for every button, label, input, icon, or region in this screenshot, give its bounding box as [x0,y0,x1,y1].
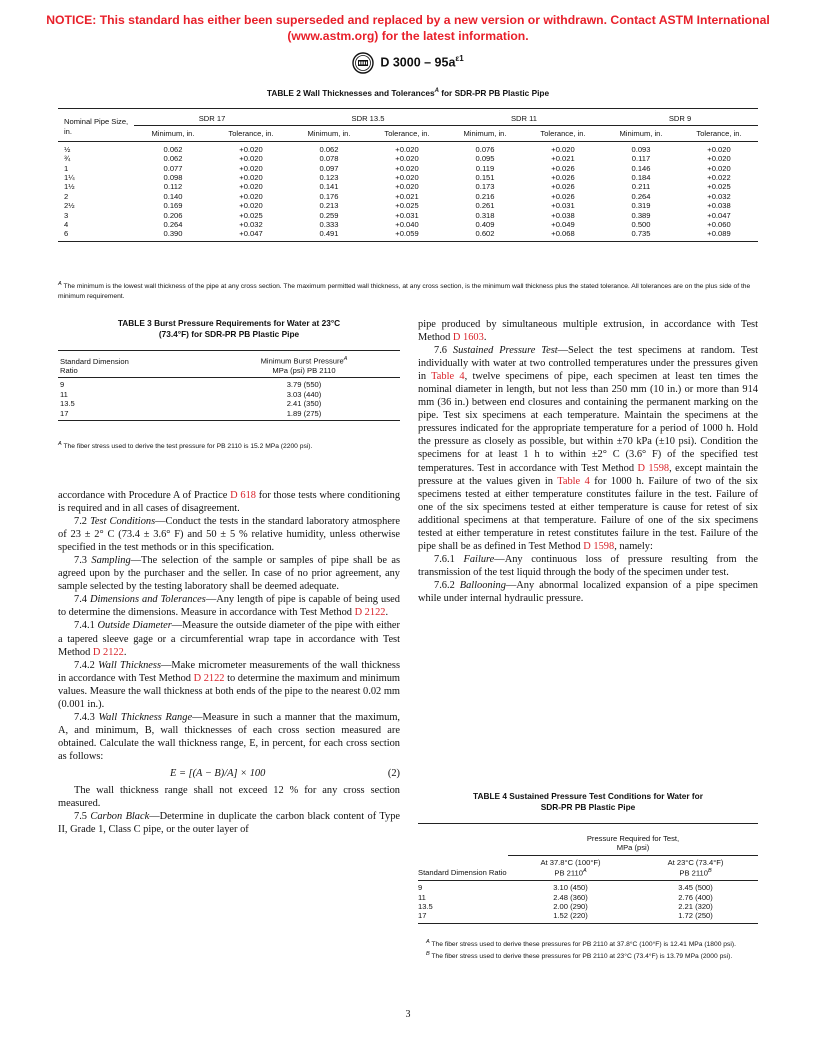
table-cell: 0.333 [319,220,339,230]
paragraph: 7.6.1 Failure—Any continuous loss of pressure resulting from the transmission of the test liquid through the body of the specimen under test. [418,553,758,578]
table-row-label: ¾ [64,154,71,164]
table-cell: 2.41 (350) [286,399,322,409]
table-cell: 0.141 [319,182,339,192]
table-cell: +0.020 [551,144,575,154]
table-cell: 0.112 [163,182,183,192]
ref-link[interactable]: D 2122 [354,607,386,619]
table-row-label: 6 [58,229,134,241]
table-cell: +0.026 [551,173,575,183]
table-cell: 0.078 [319,154,339,164]
paragraph: 7.3 Sampling—The selection of the sample or samples of pipe shall be as agreed upon by the purchaser and the seller. In case of no prior agreement, any sample selected by the testing laboratory shall be deemed adequate. [58,555,401,593]
table-cell: +0.059 [368,229,446,241]
table-cell: 0.140 [163,191,183,201]
paragraph: 7.6.2 Ballooning—Any abnormal localized expansion of a pipe specimen while under internal hydraulic pressure. [418,579,758,604]
table4-footnote-b: $^B$ The fiber stress used to derive these pressures for PB 2110 at 23°C (73.4°F) is 13.79 MPa (2000 psi). [426,950,733,960]
table3-row [58,399,400,408]
table4-caption: TABLE 4 Sustained Pressure Test Conditions for Water for SDR-PR PB Plastic Pipe [473,791,703,812]
right-column-text [418,318,758,605]
table-cell: 0.318 [475,210,495,220]
table-row-label: 9 [418,883,423,893]
table-cell: 0.151 [475,173,495,183]
designation-sup: ε1 [455,54,464,64]
ref-link[interactable]: D 618 [230,490,256,501]
table4-row [418,911,758,923]
table-cell: 0.117 [631,154,651,164]
paragraph: 7.6 Sustained Pressure Test—Select the test specimens at random. Test individually with water at two controlled temperatures under the pressures given in Table 4, twelve specimens of pipe, each specimen at least ten times the nominal diameter in length, but not less than 250 mm (10 in.) or more than 914 mm (36 in.) between end closures and containing the permanent marking on the pipe. Test six specimens at each temperature. Maintain the specimens at the pressures indicated for the appropriate temperature for a period of 1000 h. Hold the pressure as closely as possible, but within ±70 kPa (±10 psi). Condition the specimens for at least 1 h to within ±2° C (3.6° F) of the specified test temperatures. Test in accordance with Test Method D 1598, except maintain the pressure at the values given in Table 4 for 1000 h. Failure of two of the six specimens tested at either temperature constitutes failure in the test. Failure of one of the six specimens tested at either temperature is cause for retest of six additional specimens at that temperature. Failure of one of the six specimens tested at either temperature in retest constitutes failure in the test. Failure of the pipe shall be as defined in Test Method D 1598, namely: [418,345,758,552]
table-row-label: ½ [64,144,71,154]
table2-group-header: SDR 11 [446,109,602,126]
table-cell: +0.047 [212,229,290,241]
table-cell: 0.169 [163,201,183,211]
table-cell: 0.264 [163,220,183,230]
table4-row [418,893,758,902]
table-cell: 0.319 [631,201,651,211]
table-cell: +0.032 [707,191,731,201]
table-cell: 2.21 (320) [678,901,713,911]
ref-link[interactable]: Table 4 [557,475,590,487]
table2-group-header: SDR 17 [134,109,290,126]
table4-col-23c-header: At 23°C (73.4°F) PB $2110^B$ [633,855,758,880]
table-cell: 0.176 [319,191,339,201]
table-cell: 0.062 [163,144,183,154]
table4-footnotes [418,938,758,961]
table-cell: +0.049 [551,220,575,230]
table-cell: 0.491 [290,229,368,241]
table-cell: +0.020 [239,144,263,154]
table-cell: +0.060 [707,220,731,230]
table-cell: 1.52 (220) [508,911,633,923]
ref-link[interactable]: D 1598 [637,462,670,474]
equation: E = [(A − B)/A] × 100 (2) [170,767,400,779]
table-row-label: 4 [64,220,69,230]
table-cell: +0.026 [551,163,575,173]
notice-banner: NOTICE: This standard has either been superseded and replaced by a new version or withdrawn. Contact ASTM International (www.astm.org) for the latest information. [46,13,770,43]
table2-row [58,211,758,220]
paragraph: 7.4.3 Wall Thickness Range—Measure in such a manner that the maximum, A, and minimum, B, wall thicknesses of each cross section measured are obtained. Calculate the wall thickness range, E, in percent, for each cross section as follows: [58,711,400,762]
table-row-label: 13.5 [60,399,75,409]
table2-row [58,154,758,163]
table-cell: 2.48 (360) [553,892,588,902]
ref-link[interactable]: D 1598 [583,540,615,552]
table-cell: 0.735 [602,229,680,241]
table-cell: 0.076 [475,144,495,154]
table-cell: +0.038 [551,210,575,220]
table3-row [58,390,400,399]
table2-min-header: Minimum, in. [134,126,212,141]
table-cell: 0.173 [475,182,495,192]
table-cell: 2.76 (400) [678,892,713,902]
table-cell: 0.390 [134,229,212,241]
table-cell: +0.020 [239,173,263,183]
table-cell: +0.020 [239,191,263,201]
table2-tol-header: Tolerance, in. [680,126,758,141]
table-cell: +0.020 [239,163,263,173]
table-row-label: 2 [64,191,69,201]
table-cell: 0.062 [319,144,339,154]
table-cell: +0.020 [395,163,419,173]
table2-row [58,141,758,154]
table-cell: 0.098 [163,173,183,183]
table-cell: +0.038 [707,201,731,211]
table-cell: +0.025 [239,210,263,220]
table4-col-37c-header: At 37.8°C (100°F) PB $2110^A$ [508,855,633,880]
designation-text: D 3000 – 95a [380,55,456,70]
table-cell: 0.093 [631,144,651,154]
table-cell: +0.020 [707,144,731,154]
paragraph: 7.4.2 Wall Thickness—Make micrometer measurements of the wall thickness in accordance with Test Method D 2122 to determine the maximum and minimum values. Measure the wall thickness at both ends of the pipe to the nearest 0.02 mm (0.001 in.). [58,659,400,710]
table-row-label: 11 [418,892,426,902]
table4-row [418,902,758,911]
table2 [58,108,758,242]
table-cell: 3.45 (500) [678,883,713,893]
table-cell: 1.89 (275) [208,409,400,421]
table-cell: 0.500 [631,220,651,230]
table-cell: 0.123 [319,173,339,183]
table2-tol-header: Tolerance, in. [524,126,602,141]
table-cell: 0.259 [319,210,339,220]
table3 [58,350,400,421]
table4-pressure-header: Pressure Required for Test, MPa (psi) [508,824,758,856]
table-cell: +0.025 [395,201,419,211]
table-cell: +0.068 [524,229,602,241]
table-row-label: 9 [60,380,65,390]
table-cell: +0.020 [239,201,263,211]
table2-footnote: $^A$ The minimum is the lowest wall thickness of the pipe at any cross section. The maximum permitted wall thickness, at any cross section, is the minimum wall thickness plus the stated tolerance. All tolerances are on the plus side of the minimum requirement. [58,281,751,300]
table-row-label: 2½ [64,201,75,211]
table-cell: +0.026 [551,191,575,201]
table4-col-sdr-header: Standard Dimension Ratio [418,824,508,881]
table-cell: +0.026 [551,182,575,192]
table3-footnote: $^A$ The fiber stress used to derive the test pressure for PB 2110 is 15.2 MPa (2200 psi). [58,441,313,451]
standard-designation [0,52,816,74]
table2-row [58,192,758,201]
table2-caption: TABLE 2 Wall Thicknesses and Tolerances$^A$ for SDR-PR PB Plastic Pipe [266,87,550,98]
ref-link[interactable]: Table 4 [431,371,465,383]
table-cell: 0.409 [475,220,495,230]
table-cell: 0.062 [163,154,183,164]
table-cell: 0.389 [631,210,651,220]
astm-logo-icon [352,52,374,74]
paragraph: accordance with Procedure A of Practice D 618 for those tests where conditioning is required and in all cases of disagreement. [58,490,401,515]
table3-col-sdr-header: Standard Dimension Ratio [58,351,208,378]
table-cell: +0.020 [707,163,731,173]
table-cell: +0.020 [239,182,263,192]
paragraph: 7.4 Dimensions and Tolerances—Any length of pipe is capable of being used to determine the dimensions. Measure in accordance with Test Method D 2122. [58,594,400,619]
paragraph: pipe produced by simultaneous multiple extrusion, in accordance with Test Method D 1603. [418,319,758,344]
table-cell: 0.184 [631,173,651,183]
paragraph: The wall thickness range shall not exceed 12 % for any cross section measured. [58,785,400,810]
table-row-label: 1 [64,163,69,173]
table2-row [58,173,758,182]
table-cell: 0.077 [163,163,183,173]
table-cell: +0.020 [395,144,419,154]
table4-footnote-a: $^A$ The fiber stress used to derive these pressures for PB 2110 at 37.8°C (100°F) is 12.41 MPa (1800 psi). [426,939,736,949]
page-number: 3 [405,1009,411,1020]
table-cell: 0.146 [631,163,651,173]
table2-col-size-header: Nominal Pipe Size, in. [58,109,134,142]
table-cell: +0.020 [239,154,263,164]
table4 [418,823,758,924]
table-cell: +0.040 [395,220,419,230]
table-cell: +0.032 [239,220,263,230]
table-cell: 1.72 (250) [633,911,758,923]
table-row-label: 1¼ [64,173,75,183]
table-cell: 3.10 (450) [553,883,588,893]
paragraph: 7.4.1 Outside Diameter—Measure the outside diameter of the pipe with either a tapered sleeve gage or a circumferential wrap tape in accordance with Test Method D 2122. [58,620,400,658]
table-cell: 0.095 [475,154,495,164]
table-cell: 3.79 (550) [286,380,322,390]
table3-row [58,409,400,421]
table-row-label: 1½ [64,182,75,192]
table2-group-header: SDR 13.5 [290,109,446,126]
table-cell: 0.211 [631,182,651,192]
table-cell: +0.031 [395,210,419,220]
table-cell: 0.206 [163,210,183,220]
table3-col-pressure-header: Minimum Burst Pressure$^A$ MPa (psi) PB 2110 [208,351,400,378]
table2-min-header: Minimum, in. [602,126,680,141]
table2-tol-header: Tolerance, in. [212,126,290,141]
table3-row [58,378,400,390]
table2-row [58,220,758,229]
table-row-label: 11 [60,389,68,399]
paragraph: 7.5 Carbon Black—Determine in duplicate the carbon black content of Type II, Grade 1, Class C pipe, or the outer layer of [58,811,400,836]
table2-min-header: Minimum, in. [290,126,368,141]
table2-min-header: Minimum, in. [446,126,524,141]
table-row-label: 17 [418,911,508,923]
table-cell: +0.047 [707,210,731,220]
table-cell: 0.602 [446,229,524,241]
table-cell: +0.020 [395,173,419,183]
ref-link[interactable]: D 2122 [193,672,225,684]
table2-row [58,201,758,210]
table-cell: +0.020 [707,154,731,164]
table-cell: +0.020 [395,182,419,192]
table-cell: +0.022 [707,173,731,183]
table-cell: +0.031 [551,201,575,211]
table-cell: +0.089 [680,229,758,241]
table-row-label: 17 [58,409,208,421]
table-cell: 0.216 [475,191,495,201]
table-cell: +0.021 [551,154,575,164]
table-row-label: 13.5 [418,901,433,911]
table3-caption: TABLE 3 Burst Pressure Requirements for Water at 23°C (73.4°F) for SDR-PR PB Plastic Pipe [117,318,341,339]
table2-row [58,229,758,241]
paragraph: 7.2 Test Conditions—Conduct the tests in the standard laboratory atmosphere of 23 ± 2° C (73.4 ± 3.6° F) and 50 ± 5 % relative humidity, unless otherwise specified in the test methods or in this specification. [58,516,401,554]
table-cell: 3.03 (440) [286,389,322,399]
left-column-text [58,489,400,836]
ref-link[interactable]: D 1603 [452,332,484,344]
table-cell: 2.00 (290) [553,901,588,911]
table2-row [58,182,758,191]
table-cell: 0.213 [319,201,339,211]
table-cell: 0.097 [319,163,339,173]
table2-group-header: SDR 9 [602,109,758,126]
table-cell: +0.025 [707,182,731,192]
table4-row [418,881,758,893]
ref-link[interactable]: D 2122 [92,646,124,658]
table-cell: +0.021 [395,191,419,201]
table-cell: +0.020 [395,154,419,164]
table-row-label: 3 [64,210,69,220]
table2-row [58,164,758,173]
table-cell: 0.261 [475,201,495,211]
table2-tol-header: Tolerance, in. [368,126,446,141]
table-cell: 0.119 [475,163,495,173]
table-cell: 0.264 [631,191,651,201]
